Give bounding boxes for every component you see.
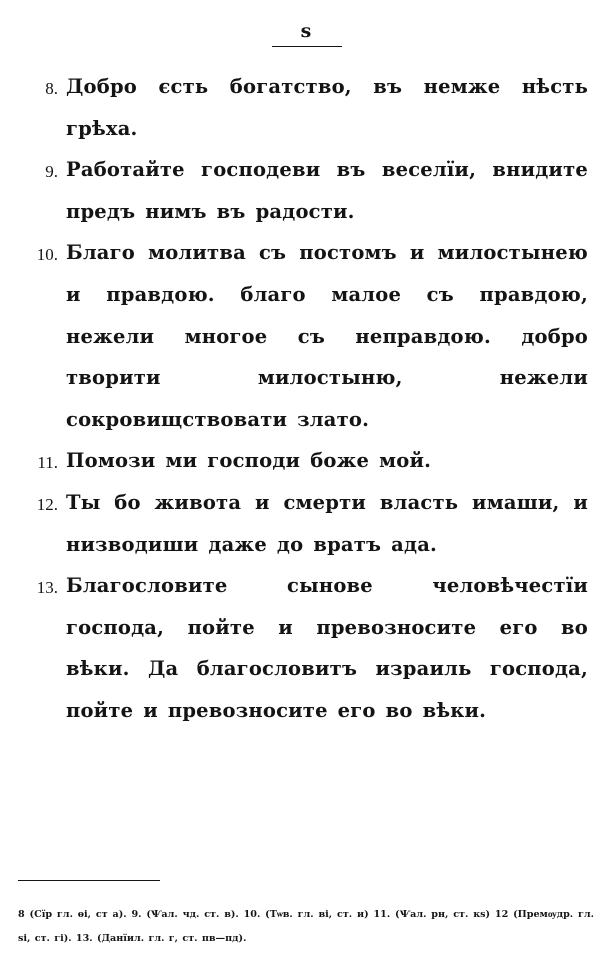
verse-list bbox=[0, 66, 612, 732]
footnotes: 8 (Сїр гл. ѳі, ст а). 9. (Ѱал. чд. ст. в). 10. (Тѡв. гл. ві, ст. и) 11. (Ѱал. рн, ст. кѕ) 12 (Премѹдр. гл. ѕі, ст. гі). 13. (Данїил. гл. г, ст. пв—пд). bbox=[18, 909, 594, 944]
verse-11 bbox=[0, 440, 588, 482]
verse-10 bbox=[0, 232, 588, 440]
verse-text: Добро єсть богатство, въ немже нѣсть грѣха. bbox=[66, 75, 588, 140]
verse-9 bbox=[0, 149, 588, 232]
verse-text: Благословите сынове человѣчестїи господа, пойте и превозносите его во вѣки. Да благословитъ израиль господа, пойте и превозносите его во вѣки. bbox=[66, 574, 588, 722]
verse-text: Благо молитва съ постомъ и милостынею и правдою. благо малое съ правдою, нежели многое съ неправдою. добро творити милостыню, нежели сокровищствовати злато. bbox=[66, 241, 588, 431]
verse-number: 12. bbox=[36, 494, 58, 514]
verse-number: 10. bbox=[36, 245, 58, 265]
verse-13 bbox=[0, 565, 588, 731]
page-number: ѕ bbox=[300, 20, 312, 42]
page-number-rule bbox=[272, 46, 342, 47]
verse-8 bbox=[0, 66, 588, 149]
verse-text: Помози ми господи боже мой. bbox=[66, 449, 432, 473]
verse-text: Работайте господеви въ веселїи, внидите предъ нимъ въ радости. bbox=[66, 158, 588, 223]
footnote-rule bbox=[18, 880, 160, 881]
verse-text: Ты бо живота и смерти власть имаши, и низводиши даже до вратъ ада. bbox=[66, 490, 588, 556]
verse-number: 11. bbox=[37, 453, 58, 473]
verse-12 bbox=[0, 482, 588, 565]
verse-number: 8. bbox=[45, 79, 58, 98]
verse-number: 9. bbox=[45, 162, 58, 182]
verse-number: 13. bbox=[36, 578, 58, 598]
